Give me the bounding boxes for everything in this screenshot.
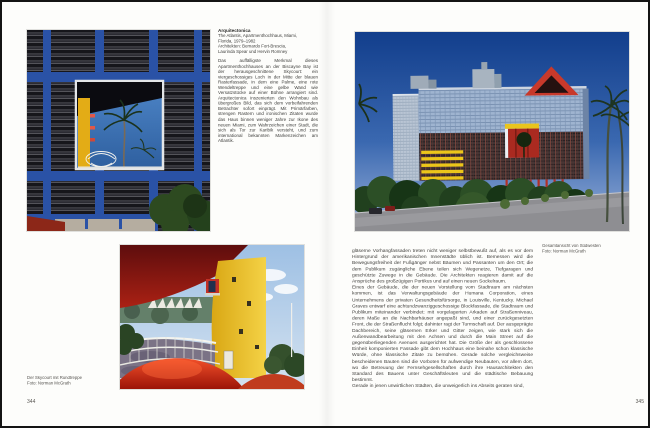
article-caption-line: Florida, 1979–1982 (218, 39, 256, 44)
caption-line: Gesamtansicht von Südwesten (542, 244, 601, 249)
balcony-facade-lower (419, 132, 587, 181)
skycourt-opening (76, 81, 163, 169)
building (392, 61, 589, 199)
article-body: Das auffälligste Merkmal dieses Apartmenthochhauses an der Biscayne Bay ist der herausgeschnittene Skycourt: ein viergeschossiges Loch in der Mitte der blauen Rasterfassade, in dem eine Palme, eine rote Wendeltreppe und eine gelbe Wand wie Versatzstücke auf einer Bühne arrangiert sind. Arquitectonica inszenierten den Wohnbau als übergroßes Bild, das sich dem vorbeifahrenden Betrachter sofort einprägt. Mit Primärfarben, strengen Rastern und ironischen Zitaten wurde das Haus binnen weniger Jahre zur Ikone des neuen Miami, zum Wahrzeichen einer Stadt, die sich als Tor zur Karibik versteht, und zum international bekannten Markenzeichen am Atlantik. (218, 59, 319, 144)
car (369, 208, 382, 214)
photo-caption-left (27, 376, 122, 390)
building-photo-art (355, 32, 629, 231)
car (385, 206, 395, 211)
facade-photo-art (27, 30, 210, 231)
skycourt-detail-photo (120, 245, 304, 389)
page-gutter (319, 2, 335, 426)
white-pole (291, 303, 292, 357)
photo-caption-right (542, 244, 628, 258)
caption-line: Foto: Norman McGrath (542, 249, 586, 254)
west-end-face (393, 96, 420, 181)
skycourt-cutout (505, 124, 539, 158)
yellow-wall (78, 98, 90, 168)
atlantis-facade-photo (27, 30, 210, 231)
body-text-column (352, 248, 533, 428)
atlantis-building-photo (355, 32, 629, 231)
article-caption-line: Laurinda Spear und Hervin Romney (218, 50, 288, 55)
caption-line: Foto: Norman McGrath (27, 381, 71, 386)
body-paragraph: gläserne Vorhangfassaden treten nicht weniger selbstbewußt auf, als es vor dem Hintergrund der amerikanischen Innenstädte üblich ist. Bemessen wird die Bewegungsfreiheit der Fußgänger nebst Bäumen und Passanten um den Ort; die dem Publikum zugängliche Ebene teilen sich Wegenetze, Tiefgaragen und geschützte Zuwege in die Gebäude. Die Architekten reagieren damit auf die Ansprüche des großzügigen Portikus und auf einen neuen Sockelraum. (352, 248, 534, 285)
body-paragraph: Eines der Gebäude, die der neuen Vorstellung vom Stadtraum am nächsten kommen, ist das Verwaltungsgebäude der Humana Corporation, eines Unternehmens der privaten Gesundheitsfürsorge, in Louisville, Kentucky. Michael Graves entwarf eine achtundzwanziggeschossige Blockfassade, die Stadtraum und Publikum miteinander verbindet: mit vorgelagerten Arkaden auf Straßenniveau, deren Maße an die Nachbarhäuser angepaßt sind, und einer zurückgesetzten Front, die der Straßenflucht folgt; dahinter ragt der Turmschaft auf. Der ausgeprägte Dachbereich, seine gläsernen Erker und Gitter zeigen, wie stark sich die Außenwandbearbeitung mit den Achsen und durch die Main Street auf die gegenüberliegenden Avenues ausgerichtet hat. Die Größe der als geschlossene Einheit komponierten Fassade gibt dem Hochhaus eine beinahe schon klassische Würde, ohne klassische Zitate zu bemühen. Gerade solche vergleichsweise bescheidenen Bauten sind die Vorboten für aufwendige Neubauten, vor allem dort, wo die Betreuung der Fernsehgesellschaften durch ihre Hausarchitekten den Standard des Bauens unter Geschäftsleuten und die städtische Bebauung bestimmt. (352, 284, 534, 383)
caption-line: Der Skycourt mit Rundtreppe (27, 376, 83, 381)
page-number-left: 344 (27, 399, 36, 405)
article-caption-line: Architekten: Bernardo Fort-Brescia, (218, 44, 287, 50)
body-paragraph: Gerade in jenen unwirtlichen Städten, die unweigerlich ins Abseits geraten sind, (352, 383, 524, 389)
article-caption-line: The Atlantis, Apartmenthochhaus, Miami, (218, 34, 298, 39)
skycourt-photo-art (120, 245, 304, 389)
article-title: Arquitectonica (218, 28, 251, 34)
article-text-block (218, 28, 318, 183)
page-number-right: 345 (635, 399, 645, 405)
railing (78, 167, 162, 168)
tower-door (224, 351, 233, 369)
